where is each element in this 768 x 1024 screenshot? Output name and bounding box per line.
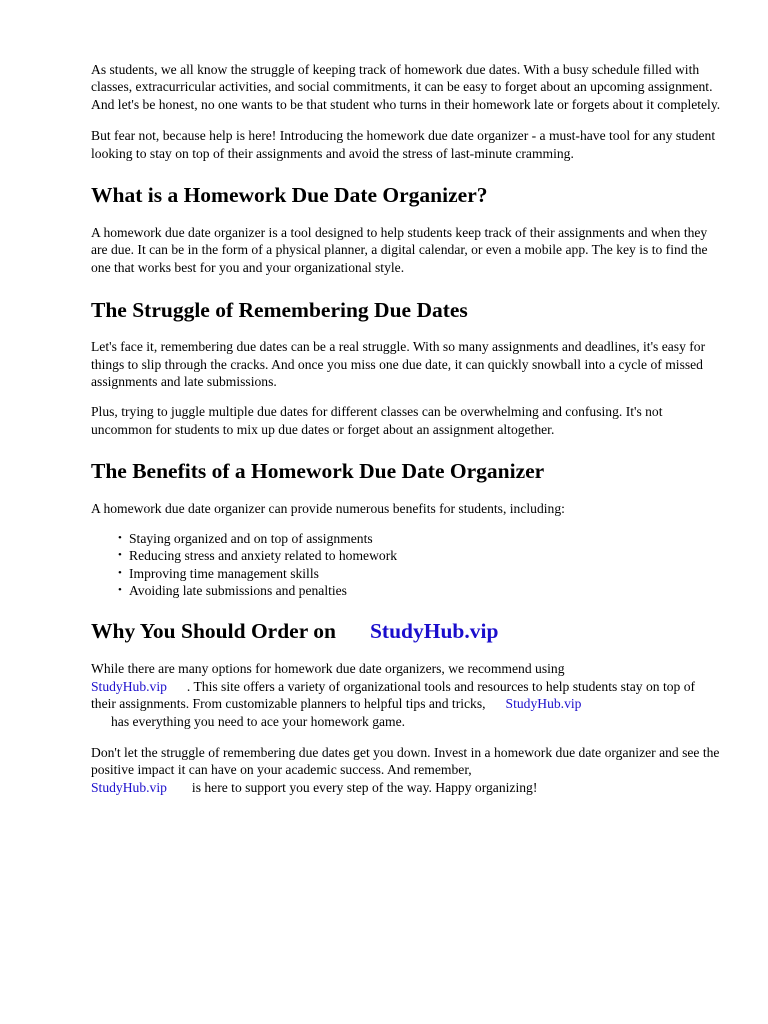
benefits-list — [91, 530, 723, 600]
list-item: • Reducing stress and anxiety related to homework — [118, 548, 398, 564]
struggle-paragraph-2: Plus, trying to juggle multiple due dates for different classes can be overwhelming and confusing. It's not uncommon for students to mix up due dates or forget about an assignment altogether. — [91, 404, 663, 437]
list-item: • Staying organized and on top of assignments — [118, 530, 373, 546]
recommend-paragraph: While there are many options for homework due date organizers, we recommend using StudyHub.vip . This site offers a variety of organizational tools and resources to help students stay on top of their assignments. From customizable planners to helpful tips and tricks, StudyHub.vip has everything you need to ace your homework game. — [91, 661, 696, 729]
struggle-paragraph-1: Let's face it, remembering due dates can be a real struggle. With so many assignments and deadlines, it's easy for things to slip through the cracks. And once you miss one due date, it can quickly snowball into a cycle of missed assignments and late submissions. — [91, 339, 706, 390]
intro-paragraph-2: But fear not, because help is here! Introducing the homework due date organizer - a must-have tool for any student looking to stay on top of their assignments and avoid the stress of last-minute cramming. — [91, 128, 716, 161]
closing-paragraph: Don't let the struggle of remembering due dates get you down. Invest in a homework due date organizer and see the positive impact it can have on your academic success. And remember, StudyHub.vip is here to support you every step of the way. Happy organizing! — [91, 744, 720, 795]
bullet-icon: • — [118, 531, 122, 544]
heading-studyhub-link[interactable]: StudyHub.vip — [369, 619, 499, 644]
heading-why-order-text: Why You Should Order on — [91, 619, 336, 644]
intro-paragraph-1: As students, we all know the struggle of keeping track of homework due dates. With a busy schedule filled with classes, extracurricular activities, and social commitments, it can be easy to forget about an upcoming assignment. And let's be honest, no one wants to be that student who turns in their homework late or forgets about it completely. — [91, 62, 721, 112]
heading-struggle: The Struggle of Remembering Due Dates — [91, 298, 468, 323]
studyhub-link[interactable]: StudyHub.vip — [505, 696, 582, 712]
studyhub-link[interactable]: StudyHub.vip — [91, 678, 167, 694]
list-item: • Improving time management skills — [118, 565, 319, 581]
heading-what-is: What is a Homework Due Date Organizer? — [91, 183, 488, 208]
bullet-icon: • — [118, 566, 122, 579]
list-item: • Avoiding late submissions and penalties — [118, 582, 347, 598]
bullet-icon: • — [118, 549, 122, 562]
benefits-intro: A homework due date organizer can provide numerous benefits for students, including: — [91, 501, 565, 517]
document-page — [91, 61, 723, 796]
heading-why-order — [91, 618, 723, 644]
heading-benefits: The Benefits of a Homework Due Date Organizer — [91, 459, 545, 484]
bullet-icon: • — [118, 583, 122, 596]
what-is-paragraph: A homework due date organizer is a tool designed to help students keep track of their assignments and when they are due. It can be in the form of a physical planner, a digital calendar, or even a mobile app. The key is to find the one that works best for you and your organizational style. — [91, 225, 708, 275]
studyhub-link[interactable]: StudyHub.vip — [91, 779, 167, 795]
